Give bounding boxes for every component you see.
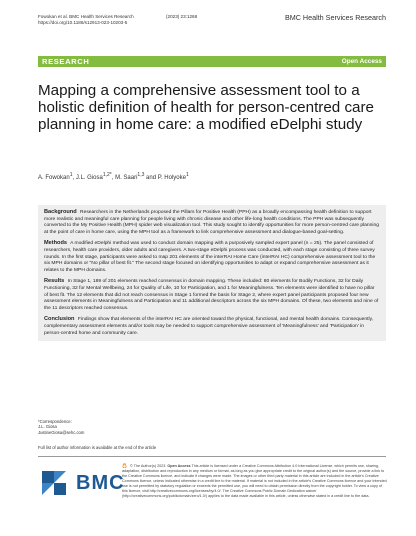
header-citation — [38, 14, 134, 26]
license-lead: © The Author(s) 2023. — [130, 464, 167, 468]
abstract-text: In Stage 1, 189 of 201 elements reached consensus in domain mapping. These included: 80 elements for Bodily Functions, 32 for Daily Functioning, 32 for Mental Wellbeing, 24 for Quality of Life, 10 for Participation, and 1 for Meaningfulness. Ten elements were identified to have no pillar of best fit. The 12 elements that did not reach consensus in Stage 1 formed the basis for Stage 2, where expert panel participants proposed four new assessment elements in Meaningfulness and Participation and 11 additional descriptors across the six MPH domains. Of these, two elements and nine of the 11 descriptors reached consensus. — [44, 279, 379, 311]
bmc-logo-text: BMC — [76, 472, 125, 494]
abstract-box — [38, 205, 386, 341]
article-type-label: RESEARCH — [42, 57, 90, 66]
bmc-logo-mark-icon — [38, 467, 70, 499]
correspondence-block — [38, 419, 84, 435]
header-journal-name: BMC Health Services Research — [284, 13, 386, 22]
author-affiliation: 1,2* — [102, 172, 112, 178]
header-doi-link[interactable]: https://doi.org/10.1186/s12913-023-10203-5 — [38, 20, 128, 25]
author-name[interactable]: A. Fowokan — [38, 175, 70, 181]
author-name[interactable]: P. Holyoke — [157, 175, 186, 181]
author-info-note: Full list of author information is available at the end of the article — [38, 445, 157, 450]
author-affiliation: 1,3 — [137, 172, 145, 178]
license-text: This article is licensed under a Creative Commons Attribution 4.0 International License, which permits use, sharing, adaptation, distribution and reproduction in any medium or format, as long as you give appropriate credit to the original author(s) and the source, provide a link to the Creative Commons licence, and indicate if changes were made. The images or other third party material in this article are included in the article's Creative Commons licence, unless indicated otherwise in a credit line to the material. If material is not included in the article's Creative Commons licence and your intended use is not permitted by statutory regulation or exceeds the permitted use, you will need to obtain permission directly from the copyright holder. To view a copy of this licence, visit http://creativecommons.org/licenses/by/4.0/. The Creative Commons Public Domain Dedication waiver (http://creativecommons.org/publicdomain/zero/1.0/) applies to the data made available in this article, unless otherwise stated in a credit line to the data. — [122, 464, 387, 498]
abstract-background — [44, 209, 380, 236]
abstract-heading: Results — [44, 278, 65, 285]
author-affiliation: 1 — [185, 172, 189, 178]
correspondence-email-link[interactable]: JustineGiosa@sehc.com — [38, 429, 85, 435]
header-year-article: (2023) 23:1268 — [166, 14, 198, 19]
correspondence-label: *Correspondence: — [38, 419, 72, 424]
author-name[interactable]: M. Saari — [115, 175, 138, 181]
author-affiliation: 1 — [69, 172, 73, 178]
section-banner — [38, 56, 386, 67]
abstract-conclusion — [44, 316, 380, 337]
author-list: A. Fowokan$^1$, J.L. Giosa$^{1,2*}$, M. Saari$^{1,3}$ and P. Holyoke$^1$ — [38, 172, 189, 181]
page-header — [38, 14, 386, 36]
abstract-methods — [44, 240, 380, 274]
abstract-heading: Background — [44, 209, 77, 215]
bmc-logo — [38, 466, 125, 500]
license-open-access: Open Access — [167, 464, 191, 468]
correspondence-name: J.L. Giosa — [38, 424, 57, 430]
license-statement — [122, 463, 388, 499]
article-title: Mapping a comprehensive assessment tool to a holistic definition of health for person-centred care planning in home care: a modified eDelphi study — [38, 82, 375, 133]
abstract-heading: Methods — [44, 240, 67, 247]
abstract-text: A modified eDelphi method was used to conduct domain mapping with a purposively sampled expert panel (n = 25). The panel consisted of researchers, health care providers, older adults and caregivers. A two-stage eDelphi process was conducted, with each stage consisting of three survey rounds. In the first stage, participants were asked to map 201 elements of the interRAI Home Care (interRAI HC) comprehensive assessment tool to the six MPH domains or "No pillar of best fit." The second stage focused on identifying opportunities to adapt or expand comprehensive assessment as it relates to the MPH domains. — [44, 241, 376, 273]
open-access-badge: Open Access — [341, 57, 382, 65]
footer-divider — [38, 456, 386, 457]
abstract-heading: Conclusion — [44, 316, 75, 323]
abstract-text: Researchers in the Netherlands proposed the Pillars for Positive Health (PPH) as a broadly encompassing health definition to support more realistic and meaningful care planning for people living with chronic disease and other life-long health conditions. The PPH was subsequently converted to the My Positive Health (MPH) spider web visualization tool. This study sought to identify opportunities for more person-centred care planning at the point of care in home care, using the MPH tool as a framework to link comprehensive assessment and dialogue-based goal-setting. — [44, 210, 380, 235]
author-name[interactable]: J.L. Giosa — [75, 175, 103, 181]
abstract-text: Findings show that elements of the interRAI HC are oriented toward the physical, functional, and mental health domains. Consequently, complementary assessment elements and/or tools may be needed to support comprehensive assessment of 'Meaningfulness' and 'Participation' in person-centred home and community care. — [44, 317, 374, 336]
header-citation-authors: Fowokan et al. BMC Health Services Research — [38, 14, 134, 19]
abstract-results — [44, 278, 380, 312]
open-access-lock-icon — [122, 463, 127, 468]
